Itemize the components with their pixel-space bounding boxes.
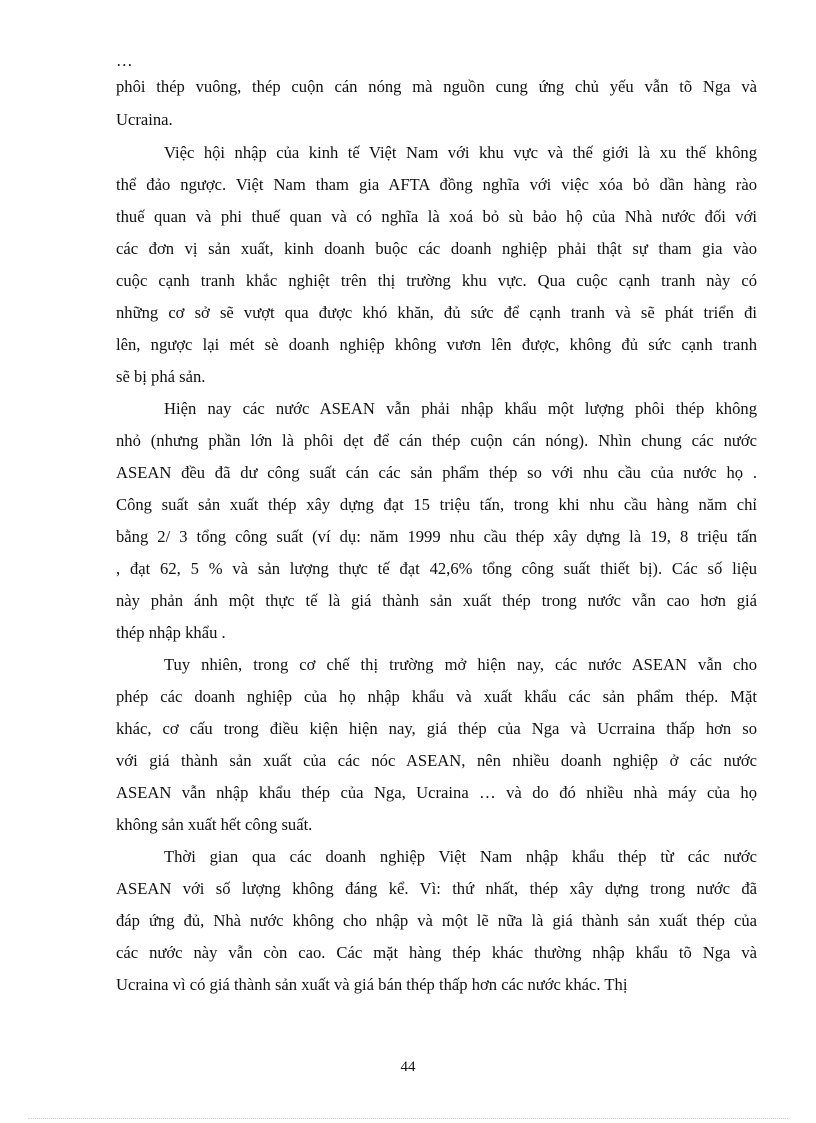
paragraph-first-line: Việc hội nhập của kinh tế Việt Nam với khu vực và thế giới là xu thế không [164,143,757,162]
text-line: phôi thép vuông, thép cuộn cán nóng mà nguồn cung ứng chủ yếu vẫn tõ Nga và [116,77,757,96]
text-line: khác, cơ cấu trong điều kiện hiện nay, giá thép của Nga và Ucrraina thấp hơn so [116,719,757,738]
text-line: thuế quan và phi thuế quan và có nghĩa là xoá bỏ sù bảo hộ của Nhà nước đối với [116,207,757,226]
page-bottom-divider [28,1118,788,1119]
text-line: Ucraina. [116,110,173,129]
text-line: sẽ bị phá sản. [116,367,206,386]
text-line: bằng 2/ 3 tổng công suất (ví dụ: năm 1999 nhu cầu thép xây dựng là 19, 8 triệu tấn [116,527,757,546]
text-line: thể đảo ngược. Việt Nam tham gia AFTA đồng nghĩa với việc xóa bỏ dần hàng rào [116,175,757,194]
page-number: 44 [400,1059,416,1075]
text-line: này phản ánh một thực tế là giá thành sản xuất thép trong nước vẫn cao hơn giá [116,591,757,610]
text-line: ASEAN vẫn nhập khẩu thép của Nga, Ucraina … và do đó nhiều nhà máy của họ [116,783,757,802]
text-line: … [116,51,133,70]
paragraph-first-line: Thời gian qua các doanh nghiệp Việt Nam nhập khẩu thép từ các nước [164,847,757,866]
text-line: lên, ngược lại mét sè doanh nghiệp không vươn lên được, không đủ sức cạnh tranh [116,335,757,354]
text-line: phép các doanh nghiệp của họ nhập khẩu và xuất khẩu các sản phẩm thép. Mặt [116,687,757,706]
text-line: thép nhập khẩu . [116,623,226,642]
text-line: những cơ sở sẽ vượt qua được khó khăn, đủ sức để cạnh tranh và sẽ phát triển đi [116,303,757,322]
text-line: , đạt 62, 5 % và sản lượng thực tế đạt 42,6% tổng công suất thiết bị). Các số liệu [116,559,757,578]
text-line: nhỏ (nhưng phần lớn là phôi dẹt để cán thép cuộn cán nóng). Nhìn chung các nước [116,431,757,450]
text-line: Công suất sản xuất thép xây dựng đạt 15 triệu tấn, trong khi nhu cầu hàng năm chỉ [116,495,757,514]
text-line: đáp ứng đủ, Nhà nước không cho nhập và một lẽ nữa là giá thành sản xuất thép của [116,911,757,930]
text-line: các đơn vị sản xuất, kinh doanh buộc các doanh nghiệp phải thật sự tham gia vào [116,239,757,258]
paragraph-first-line: Hiện nay các nước ASEAN vẫn phải nhập khẩu một lượng phôi thép không [164,399,757,418]
text-line: ASEAN đều đã dư công suất cán các sản phẩm thép so với nhu cầu của nước họ . [116,463,757,482]
text-line: ASEAN với số lượng không đáng kể. Vì: thứ nhất, thép xây dựng trong nước đã [116,879,757,898]
text-line: không sản xuất hết công suất. [116,815,313,834]
text-line: Ucraina vì có giá thành sản xuất và giá bán thép thấp hơn các nước khác. Thị [116,975,628,994]
text-line: với giá thành sản xuất của các nóc ASEAN, nên nhiều doanh nghiệp ở các nước [116,751,757,770]
text-line: cuộc cạnh tranh khắc nghiệt trên thị trường khu vực. Qua cuộc cạnh tranh này có [116,271,757,290]
text-line: các nước này vẫn còn cao. Các mặt hàng thép khác thường nhập khẩu tõ Nga và [116,943,757,962]
paragraph-first-line: Tuy nhiên, trong cơ chế thị trường mở hiện nay, các nước ASEAN vẫn cho [164,655,757,674]
